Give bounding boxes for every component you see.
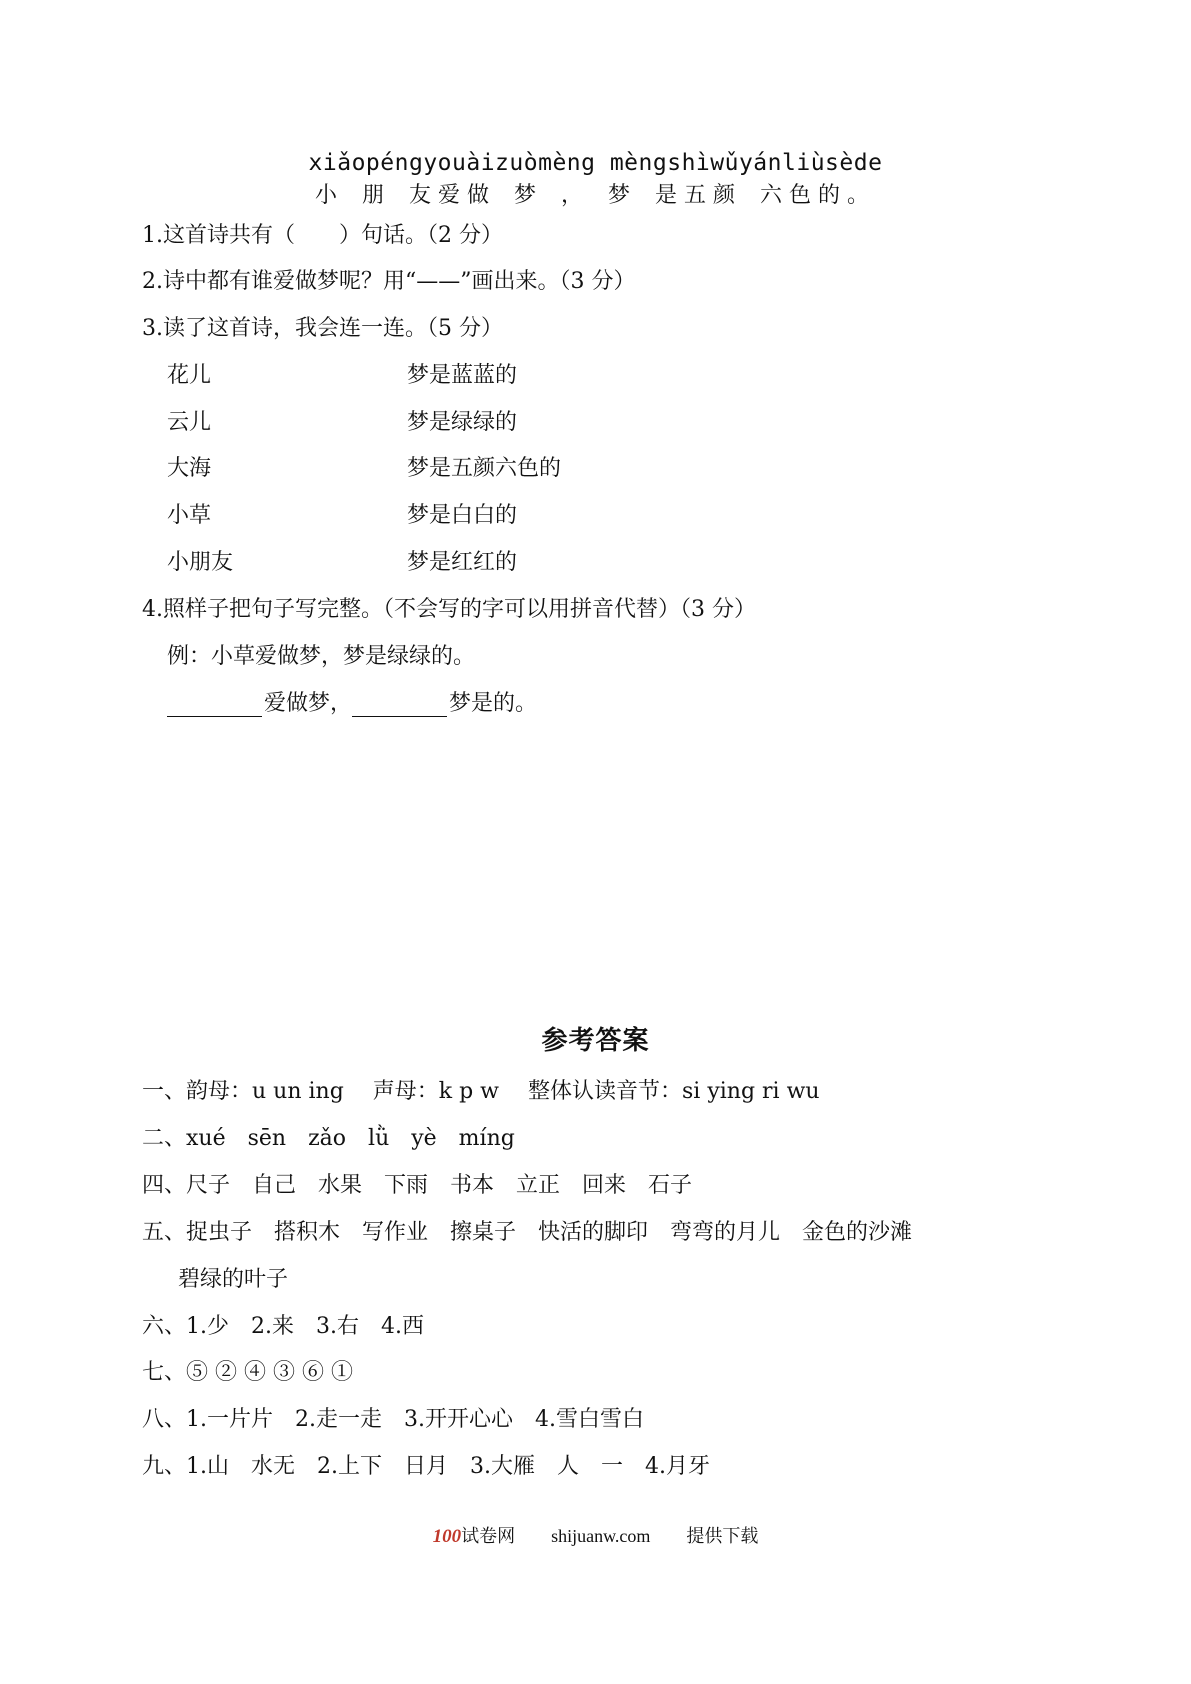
answer-line: 八、1.一片片 2.走一走 3.开开心心 4.雪白雪白 (142, 1407, 644, 1432)
match-right-item: 梦是绿绿的 (407, 410, 518, 435)
answer-line: 二、xué sēn zǎo lǜ yè míng (142, 1126, 515, 1151)
match-left-item: 小朋友 (167, 550, 234, 575)
answer-line: 七、⑤ ② ④ ③ ⑥ ① (142, 1360, 353, 1385)
question-4-example: 例：小草爱做梦，梦是绿绿的。 (167, 644, 476, 669)
footer (0, 1522, 1191, 1548)
question-4: 4.照样子把句子写完整。（不会写的字可以用拼音代替）（3 分） (142, 597, 756, 622)
match-right-item: 梦是五颜六色的 (407, 456, 562, 481)
fill-text-2: 梦是的。 (449, 691, 538, 716)
match-right-item: 梦是蓝蓝的 (407, 363, 518, 388)
answer-line-continued: 碧绿的叶子 (178, 1267, 289, 1292)
match-left-item: 花儿 (167, 363, 212, 388)
answer-line: 九、1.山 水无 2.上下 日月 3.大雁 人 一 4.月牙 (142, 1454, 710, 1479)
answer-key-title: 参考答案 (541, 1026, 650, 1056)
site-name: 试卷网 (461, 1526, 516, 1546)
match-right-item: 梦是红红的 (407, 550, 518, 575)
poem-hanzi-line: 小 朋 友爱做 梦 ， 梦 是五颜 六色的。 (315, 183, 876, 208)
answer-line: 五、捉虫子 搭积木 写作业 擦桌子 快活的脚印 弯弯的月儿 金色的沙滩 (142, 1220, 913, 1245)
poem-pinyin-line: xiǎopéngyouàizuòmèng mèngshìwǔyánliùsède (308, 150, 883, 176)
answer-line: 四、尺子 自己 水果 下雨 书本 立正 回来 石子 (142, 1173, 693, 1198)
fill-text-1: 爱做梦， (264, 691, 353, 716)
question-3: 3.读了这首诗，我会连一连。（5 分） (142, 316, 503, 341)
answer-blank-2[interactable] (352, 694, 447, 717)
site-logo: 100 (432, 1526, 462, 1547)
match-left-item: 云儿 (167, 410, 212, 435)
answer-line: 六、1.少 2.来 3.右 4.西 (142, 1314, 424, 1339)
question-4-fill-line (167, 686, 537, 717)
site-domain-link[interactable]: shijuanw.com (551, 1526, 651, 1546)
match-left-item: 大海 (167, 456, 212, 481)
answer-line: 一、韵母：u un ing 声母：k p w 整体认读音节：si ying ri wu (142, 1079, 820, 1104)
question-2: 2.诗中都有谁爱做梦呢？用“——”画出来。（3 分） (142, 269, 636, 294)
footer-tagline: 提供下载 (686, 1526, 759, 1546)
match-right-item: 梦是白白的 (407, 503, 518, 528)
match-left-item: 小草 (167, 503, 212, 528)
answer-blank-1[interactable] (167, 694, 262, 717)
question-1: 1.这首诗共有（ ）句话。（2 分） (142, 223, 503, 248)
